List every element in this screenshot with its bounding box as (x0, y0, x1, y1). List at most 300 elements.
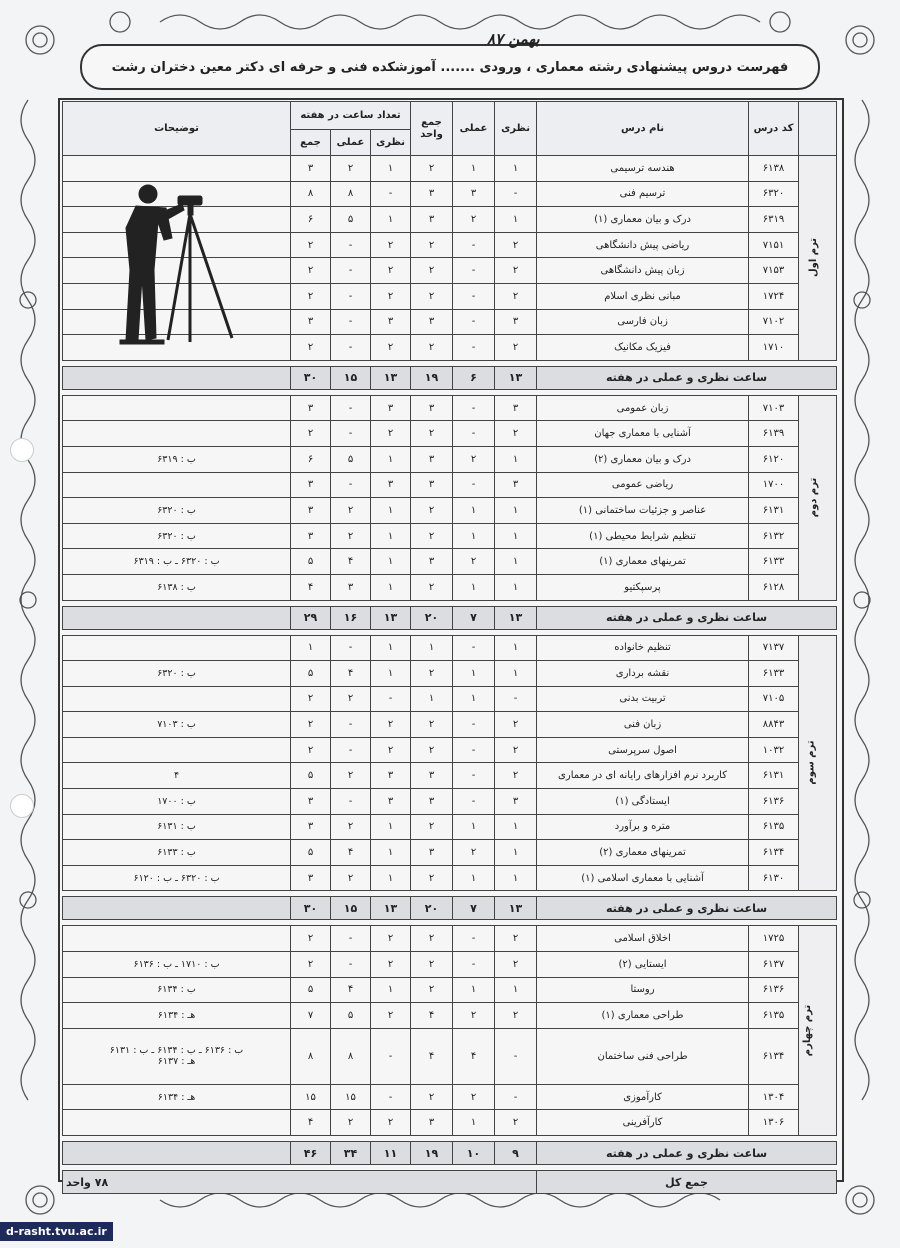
theory-hours: ۲ (371, 1110, 411, 1136)
course-name: اخلاق اسلامی (537, 926, 749, 952)
practical-units: ۲ (453, 840, 495, 866)
course-code: ۶۱۳۴ (749, 1028, 799, 1084)
total-units: ۳ (411, 181, 453, 207)
theory-units: ۲ (495, 926, 537, 952)
theory-units: ۱ (495, 523, 537, 549)
total-units: ۲ (411, 232, 453, 258)
practical-units: - (453, 309, 495, 335)
term-label (799, 635, 837, 891)
course-row (63, 977, 837, 1003)
total-units: ۳ (411, 549, 453, 575)
total-units: ۳ (411, 840, 453, 866)
course-name: کارآفرینی (537, 1110, 749, 1136)
theory-units: ۱ (495, 814, 537, 840)
practical-units: - (453, 335, 495, 361)
practical-units: ۲ (453, 549, 495, 575)
practical-hours: ۴ (331, 661, 371, 687)
course-name: کارآموزی (537, 1084, 749, 1110)
practical-units: ۲ (453, 207, 495, 233)
course-code: ۷۱۳۷ (749, 635, 799, 661)
course-notes (63, 635, 291, 661)
course-code: ۸۸۴۳ (749, 712, 799, 738)
total-units: ۱ (411, 635, 453, 661)
course-row (63, 686, 837, 712)
total-units: ۲ (411, 865, 453, 891)
term-label-text: ترم اول (807, 238, 819, 278)
course-row (63, 712, 837, 738)
course-name: تربیت بدنی (537, 686, 749, 712)
total-hours: ۳ (291, 789, 331, 815)
practical-hours: ۴ (331, 977, 371, 1003)
total-hours: ۶ (291, 446, 331, 472)
course-notes: ب : ۶۱۳۱ (63, 814, 291, 840)
course-code: ۶۱۳۲ (749, 523, 799, 549)
course-row (63, 737, 837, 763)
practical-hours: ۸ (331, 1028, 371, 1084)
term-sum-hs: ۲۹ (291, 606, 331, 629)
total-hours: ۵ (291, 977, 331, 1003)
course-name: کاربرد نرم افزارهای رایانه ای در معماری (537, 763, 749, 789)
theory-units: ۱ (495, 549, 537, 575)
term-sum-notes (63, 606, 291, 629)
total-units: ۳ (411, 472, 453, 498)
practical-units: - (453, 472, 495, 498)
total-hours: ۲ (291, 686, 331, 712)
practical-hours: ۲ (331, 814, 371, 840)
practical-hours: ۲ (331, 523, 371, 549)
course-row (63, 421, 837, 447)
course-name: طراحی فنی ساختمان (537, 1028, 749, 1084)
theory-units: - (495, 1028, 537, 1084)
course-code: ۶۱۳۳ (749, 549, 799, 575)
total-units: ۲ (411, 421, 453, 447)
page-title-banner (80, 30, 820, 90)
course-code: ۱۳۰۶ (749, 1110, 799, 1136)
theory-hours: ۱ (371, 840, 411, 866)
practical-hours: ۵ (331, 207, 371, 233)
course-name: زبان فارسی (537, 309, 749, 335)
course-code: ۶۱۳۹ (749, 421, 799, 447)
course-name: پرسپکتیو (537, 574, 749, 600)
course-name: درک و بیان معماری (۱) (537, 207, 749, 233)
total-units: ۲ (411, 283, 453, 309)
site-watermark: d-rasht.tvu.ac.ir (0, 1222, 113, 1241)
course-row (63, 446, 837, 472)
total-hours: ۲ (291, 421, 331, 447)
theory-hours: ۲ (371, 232, 411, 258)
course-row (63, 395, 837, 421)
theory-units: ۲ (495, 737, 537, 763)
term-sum-t: ۱۳ (495, 366, 537, 389)
total-units: ۴ (411, 1003, 453, 1029)
theory-hours: ۲ (371, 926, 411, 952)
practical-units: - (453, 283, 495, 309)
practical-units: ۱ (453, 574, 495, 600)
course-code: ۷۱۰۲ (749, 309, 799, 335)
practical-units: ۱ (453, 1110, 495, 1136)
term-sum-p: ۱۰ (453, 1142, 495, 1165)
practical-hours: ۲ (331, 1110, 371, 1136)
practical-units: ۴ (453, 1028, 495, 1084)
total-hours: ۲ (291, 232, 331, 258)
term-sum-u: ۲۰ (411, 897, 453, 920)
practical-units: - (453, 926, 495, 952)
practical-hours: ۲ (331, 763, 371, 789)
term-sum-notes (63, 366, 291, 389)
course-code: ۶۳۲۰ (749, 181, 799, 207)
theory-units: ۲ (495, 232, 537, 258)
course-name: تنظیم خانواده (537, 635, 749, 661)
total-units: ۲ (411, 926, 453, 952)
course-row (63, 840, 837, 866)
practical-units: - (453, 635, 495, 661)
course-name: ریاضی عمومی (537, 472, 749, 498)
theory-hours: ۱ (371, 574, 411, 600)
course-name: متره و برآورد (537, 814, 749, 840)
theory-units: - (495, 686, 537, 712)
header-hours-total: جمع (291, 130, 331, 156)
practical-hours: - (331, 258, 371, 284)
theory-units: ۱ (495, 156, 537, 182)
term-sum-p: ۷ (453, 606, 495, 629)
practical-units: ۱ (453, 661, 495, 687)
course-name: عناصر و جزئیات ساختمانی (۱) (537, 498, 749, 524)
theory-hours: ۲ (371, 952, 411, 978)
course-row (63, 1110, 837, 1136)
header-total-units: جمع واحد (411, 102, 453, 156)
course-row (63, 574, 837, 600)
theory-hours: ۲ (371, 421, 411, 447)
course-notes: ب : ۶۳۱۹ (63, 446, 291, 472)
total-units: ۳ (411, 395, 453, 421)
course-name: طراحی معماری (۱) (537, 1003, 749, 1029)
theory-units: ۱ (495, 207, 537, 233)
total-hours: ۳ (291, 156, 331, 182)
practical-units: ۱ (453, 686, 495, 712)
term-sum-ht: ۱۳ (371, 366, 411, 389)
term-sum-row (63, 366, 837, 389)
practical-hours: ۳ (331, 574, 371, 600)
total-units: ۲ (411, 335, 453, 361)
theory-hours: ۳ (371, 309, 411, 335)
total-units: ۲ (411, 156, 453, 182)
theory-units: ۱ (495, 498, 537, 524)
total-hours: ۲ (291, 926, 331, 952)
term-sum-p: ۷ (453, 897, 495, 920)
course-code: ۶۱۳۸ (749, 156, 799, 182)
course-row (63, 549, 837, 575)
total-hours: ۵ (291, 549, 331, 575)
practical-hours: ۵ (331, 446, 371, 472)
theory-units: - (495, 181, 537, 207)
course-code: ۶۱۳۷ (749, 952, 799, 978)
theory-hours: ۱ (371, 549, 411, 575)
course-code: ۶۳۱۹ (749, 207, 799, 233)
total-units: ۲ (411, 1084, 453, 1110)
course-code: ۱۳۰۴ (749, 1084, 799, 1110)
course-row (63, 661, 837, 687)
term-sum-ht: ۱۳ (371, 606, 411, 629)
course-row (63, 814, 837, 840)
term-sum-row (63, 606, 837, 629)
theory-hours: - (371, 181, 411, 207)
total-units: ۲ (411, 574, 453, 600)
theory-hours: ۲ (371, 283, 411, 309)
course-name: تنظیم شرایط محیطی (۱) (537, 523, 749, 549)
term-sum-t: ۹ (495, 1142, 537, 1165)
total-hours: ۴ (291, 574, 331, 600)
practical-units: - (453, 421, 495, 447)
practical-hours: ۲ (331, 686, 371, 712)
course-notes-line: هـ : ۶۱۳۷ (157, 1056, 196, 1068)
grand-total-row (63, 1171, 837, 1194)
page-title: فهرست دروس پیشنهادی رشته معماری ، ورودی ....... آموزشکده فنی و حرفه ای دکتر معین دختران رشت (111, 59, 789, 75)
course-code: ۷۱۰۳ (749, 395, 799, 421)
practical-units: - (453, 258, 495, 284)
theory-units: ۲ (495, 258, 537, 284)
course-code: ۷۱۰۵ (749, 686, 799, 712)
theory-hours: - (371, 1028, 411, 1084)
term-sum-hp: ۱۵ (331, 897, 371, 920)
practical-units: - (453, 395, 495, 421)
total-units: ۲ (411, 737, 453, 763)
course-name: فیزیک مکانیک (537, 335, 749, 361)
theory-hours: ۱ (371, 661, 411, 687)
course-notes: ب : ۶۳۲۰ (63, 523, 291, 549)
course-name: هندسه ترسیمی (537, 156, 749, 182)
total-hours: ۲ (291, 737, 331, 763)
theory-units: ۲ (495, 283, 537, 309)
term-sum-ht: ۱۳ (371, 897, 411, 920)
course-row (63, 523, 837, 549)
total-hours: ۳ (291, 472, 331, 498)
theory-hours: ۱ (371, 498, 411, 524)
total-units: ۳ (411, 207, 453, 233)
practical-units: ۱ (453, 977, 495, 1003)
practical-hours: ۴ (331, 549, 371, 575)
practical-hours: - (331, 926, 371, 952)
term-sum-row (63, 1142, 837, 1165)
course-row (63, 472, 837, 498)
course-notes: ب : ۶۳۲۰ ـ ب : ۶۳۱۹ (63, 549, 291, 575)
total-units: ۲ (411, 258, 453, 284)
term-sum-t: ۱۳ (495, 897, 537, 920)
total-hours: ۳ (291, 498, 331, 524)
course-name: ترسیم فنی (537, 181, 749, 207)
course-name: آشنایی با معماری جهان (537, 421, 749, 447)
theory-hours: ۲ (371, 737, 411, 763)
course-code: ۱۷۲۴ (749, 283, 799, 309)
theory-units: ۲ (495, 952, 537, 978)
course-row (63, 789, 837, 815)
course-notes (63, 1110, 291, 1136)
theory-hours: ۱ (371, 446, 411, 472)
total-hours: ۲ (291, 258, 331, 284)
theory-hours: ۱ (371, 207, 411, 233)
course-notes: ب : ۷۱۰۳ (63, 712, 291, 738)
term-label-text: ترم دوم (807, 477, 819, 518)
total-hours: ۴ (291, 1110, 331, 1136)
term-sum-ht: ۱۱ (371, 1142, 411, 1165)
practical-units: ۱ (453, 156, 495, 182)
course-code: ۶۱۳۰ (749, 865, 799, 891)
practical-units: - (453, 232, 495, 258)
total-hours: ۵ (291, 763, 331, 789)
practical-hours: - (331, 283, 371, 309)
practical-units: ۳ (453, 181, 495, 207)
total-hours: ۳ (291, 309, 331, 335)
practical-hours: ۴ (331, 840, 371, 866)
term-sum-hs: ۳۰ (291, 897, 331, 920)
total-units: ۳ (411, 789, 453, 815)
practical-units: - (453, 712, 495, 738)
header-hours-group: تعداد ساعت در هفته (291, 102, 411, 130)
course-name: زبان عمومی (537, 395, 749, 421)
total-units: ۲ (411, 523, 453, 549)
practical-hours: - (331, 472, 371, 498)
term-sum-hs: ۳۰ (291, 366, 331, 389)
total-hours: ۲ (291, 335, 331, 361)
course-code: ۶۱۳۱ (749, 498, 799, 524)
practical-units: ۱ (453, 498, 495, 524)
total-hours: ۳ (291, 395, 331, 421)
total-units: ۴ (411, 1028, 453, 1084)
practical-hours: - (331, 335, 371, 361)
course-notes (63, 1028, 291, 1084)
header-hours-theory: نظری (371, 130, 411, 156)
theory-units: ۱ (495, 635, 537, 661)
practical-units: ۲ (453, 1003, 495, 1029)
theory-hours: ۱ (371, 156, 411, 182)
theory-hours: ۱ (371, 814, 411, 840)
theory-hours: ۳ (371, 395, 411, 421)
practical-hours: - (331, 421, 371, 447)
total-units: ۳ (411, 1110, 453, 1136)
practical-units: ۲ (453, 446, 495, 472)
course-notes (63, 421, 291, 447)
theory-units: ۳ (495, 472, 537, 498)
handwritten-date: بهمن ۸۷ (487, 30, 540, 48)
term-sum-hp: ۳۴ (331, 1142, 371, 1165)
practical-hours: - (331, 952, 371, 978)
course-notes: هـ : ۶۱۳۴ (63, 1084, 291, 1110)
course-row (63, 635, 837, 661)
practical-hours: ۸ (331, 181, 371, 207)
course-name: زبان فنی (537, 712, 749, 738)
course-notes: ب : ۶۳۲۰ (63, 498, 291, 524)
course-code: ۶۱۳۶ (749, 977, 799, 1003)
total-units: ۳ (411, 446, 453, 472)
total-hours: ۲ (291, 283, 331, 309)
theory-hours: - (371, 686, 411, 712)
header-practical: عملی (453, 102, 495, 156)
term-label (799, 395, 837, 600)
term-sum-label: ساعت نظری و عملی در هفته (537, 1142, 837, 1165)
total-units: ۲ (411, 977, 453, 1003)
theory-hours: ۲ (371, 258, 411, 284)
course-code: ۶۱۳۱ (749, 763, 799, 789)
term-sum-p: ۶ (453, 366, 495, 389)
header-theory: نظری (495, 102, 537, 156)
grand-total-value: ۷۸ واحد (63, 1171, 537, 1194)
total-units: ۲ (411, 814, 453, 840)
total-hours: ۳ (291, 814, 331, 840)
header-code: کد درس (749, 102, 799, 156)
practical-hours: ۲ (331, 156, 371, 182)
total-units: ۲ (411, 498, 453, 524)
theory-hours: ۳ (371, 763, 411, 789)
total-hours: ۵ (291, 840, 331, 866)
course-name: درک و بیان معماری (۲) (537, 446, 749, 472)
course-name: روستا (537, 977, 749, 1003)
course-name: آشنایی با معماری اسلامی (۱) (537, 865, 749, 891)
course-name: تمرینهای معماری (۱) (537, 549, 749, 575)
theory-units: ۱ (495, 840, 537, 866)
theory-units: ۳ (495, 309, 537, 335)
total-hours: ۱۵ (291, 1084, 331, 1110)
practical-units: ۱ (453, 814, 495, 840)
term-sum-notes (63, 1142, 291, 1165)
course-row (63, 763, 837, 789)
course-row (63, 865, 837, 891)
course-code: ۶۱۳۵ (749, 1003, 799, 1029)
total-units: ۱ (411, 686, 453, 712)
course-name: ایستایی (۲) (537, 952, 749, 978)
term-sum-label: ساعت نظری و عملی در هفته (537, 366, 837, 389)
course-code: ۶۱۳۵ (749, 814, 799, 840)
practical-units: ۲ (453, 1084, 495, 1110)
total-hours: ۲ (291, 712, 331, 738)
course-notes-line: ب : ۶۱۳۶ ـ ب : ۶۱۳۴ ـ ب : ۶۱۳۱ (109, 1045, 244, 1057)
term-sum-label: ساعت نظری و عملی در هفته (537, 606, 837, 629)
course-code: ۶۱۳۴ (749, 840, 799, 866)
term-sum-row (63, 897, 837, 920)
theory-hours: ۱ (371, 523, 411, 549)
course-name: اصول سرپرستی (537, 737, 749, 763)
total-hours: ۸ (291, 181, 331, 207)
course-code: ۶۱۲۸ (749, 574, 799, 600)
course-notes: ب : ۱۷۱۰ ـ ب : ۶۱۳۶ (63, 952, 291, 978)
course-name: تمرینهای معماری (۲) (537, 840, 749, 866)
header-term (799, 102, 837, 156)
total-units: ۳ (411, 309, 453, 335)
theory-units: ۲ (495, 712, 537, 738)
total-units: ۲ (411, 952, 453, 978)
course-row (63, 498, 837, 524)
practical-hours: - (331, 789, 371, 815)
course-name: نقشه برداری (537, 661, 749, 687)
course-code: ۷۱۵۱ (749, 232, 799, 258)
term-sum-t: ۱۳ (495, 606, 537, 629)
theory-hours: ۳ (371, 789, 411, 815)
theory-units: ۲ (495, 763, 537, 789)
total-units: ۳ (411, 763, 453, 789)
term-sum-hs: ۴۶ (291, 1142, 331, 1165)
course-row (63, 1084, 837, 1110)
theory-units: ۱ (495, 661, 537, 687)
term-sum-notes (63, 897, 291, 920)
term-sum-hp: ۱۶ (331, 606, 371, 629)
surveyor-with-tripod-icon (108, 178, 248, 346)
term-label-text: ترم چهارم (801, 1005, 813, 1057)
course-name: ریاضی پیش دانشگاهی (537, 232, 749, 258)
theory-units: ۳ (495, 395, 537, 421)
practical-units: - (453, 763, 495, 789)
total-hours: ۸ (291, 1028, 331, 1084)
punch-hole (10, 438, 34, 462)
total-units: ۲ (411, 712, 453, 738)
practical-hours: - (331, 635, 371, 661)
